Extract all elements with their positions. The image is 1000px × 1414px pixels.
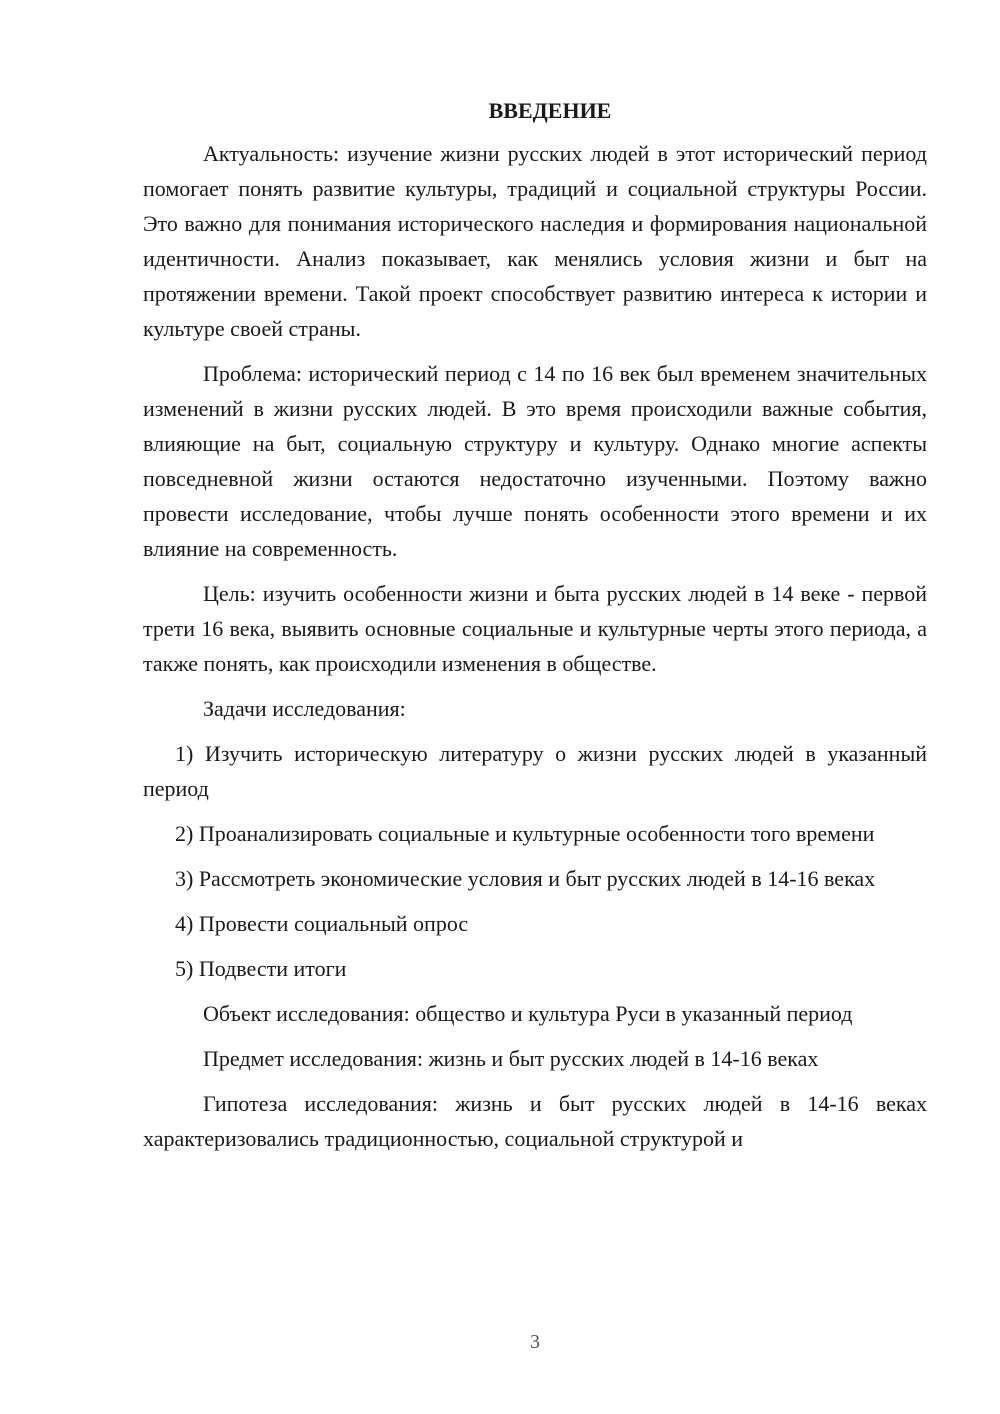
paragraph-goal: Цель: изучить особенности жизни и быта русских людей в 14 веке - первой трети 16 века, выявить основные социальные и культурные черты этого периода, а также понять, как происходили изменения в обществе. [143,581,927,676]
list-item: 5) Подвести итоги [175,956,347,981]
page-number: 3 [530,1331,540,1353]
paragraph-hypothesis: Гипотеза исследования: жизнь и быт русских людей в 14-16 веках характеризовались традиционностью, социальной структурой и [143,1091,927,1151]
paragraph-relevance: Актуальность: изучение жизни русских людей в этот исторический период помогает понять развитие культуры, традиций и социальной структуры России. Это важно для понимания исторического наследия и формирования национальной идентичности. Анализ показывает, как менялись условия жизни и быт на протяжении времени. Такой проект способствует развитию интереса к истории и культуре своей страны. [143,141,927,341]
tasks-heading: Задачи исследования: [203,696,406,721]
section-title: ВВЕДЕНИЕ [488,98,612,123]
paragraph-subject: Предмет исследования: жизнь и быт русских людей в 14-16 веках [203,1046,819,1071]
page-content [143,96,927,1166]
list-item: 1) Изучить историческую литературу о жизни русских людей в указанный период [143,741,927,801]
paragraph-object: Объект исследования: общество и культура Руси в указанный период [203,1001,853,1026]
list-item: 2) Проанализировать социальные и культурные особенности того времени [175,821,875,846]
tasks-list [143,736,927,986]
list-item: 4) Провести социальный опрос [175,911,469,936]
list-item: 3) Рассмотреть экономические условия и быт русских людей в 14-16 веках [175,866,876,891]
paragraph-problem: Проблема: исторический период с 14 по 16 век был временем значительных изменений в жизни русских людей. В это время происходили важные события, влияющие на быт, социальную структуру и культуру. Однако многие аспекты повседневной жизни остаются недостаточно изученными. Поэтому важно провести исследование, чтобы лучше понять особенности этого времени и их влияние на современность. [143,361,927,561]
